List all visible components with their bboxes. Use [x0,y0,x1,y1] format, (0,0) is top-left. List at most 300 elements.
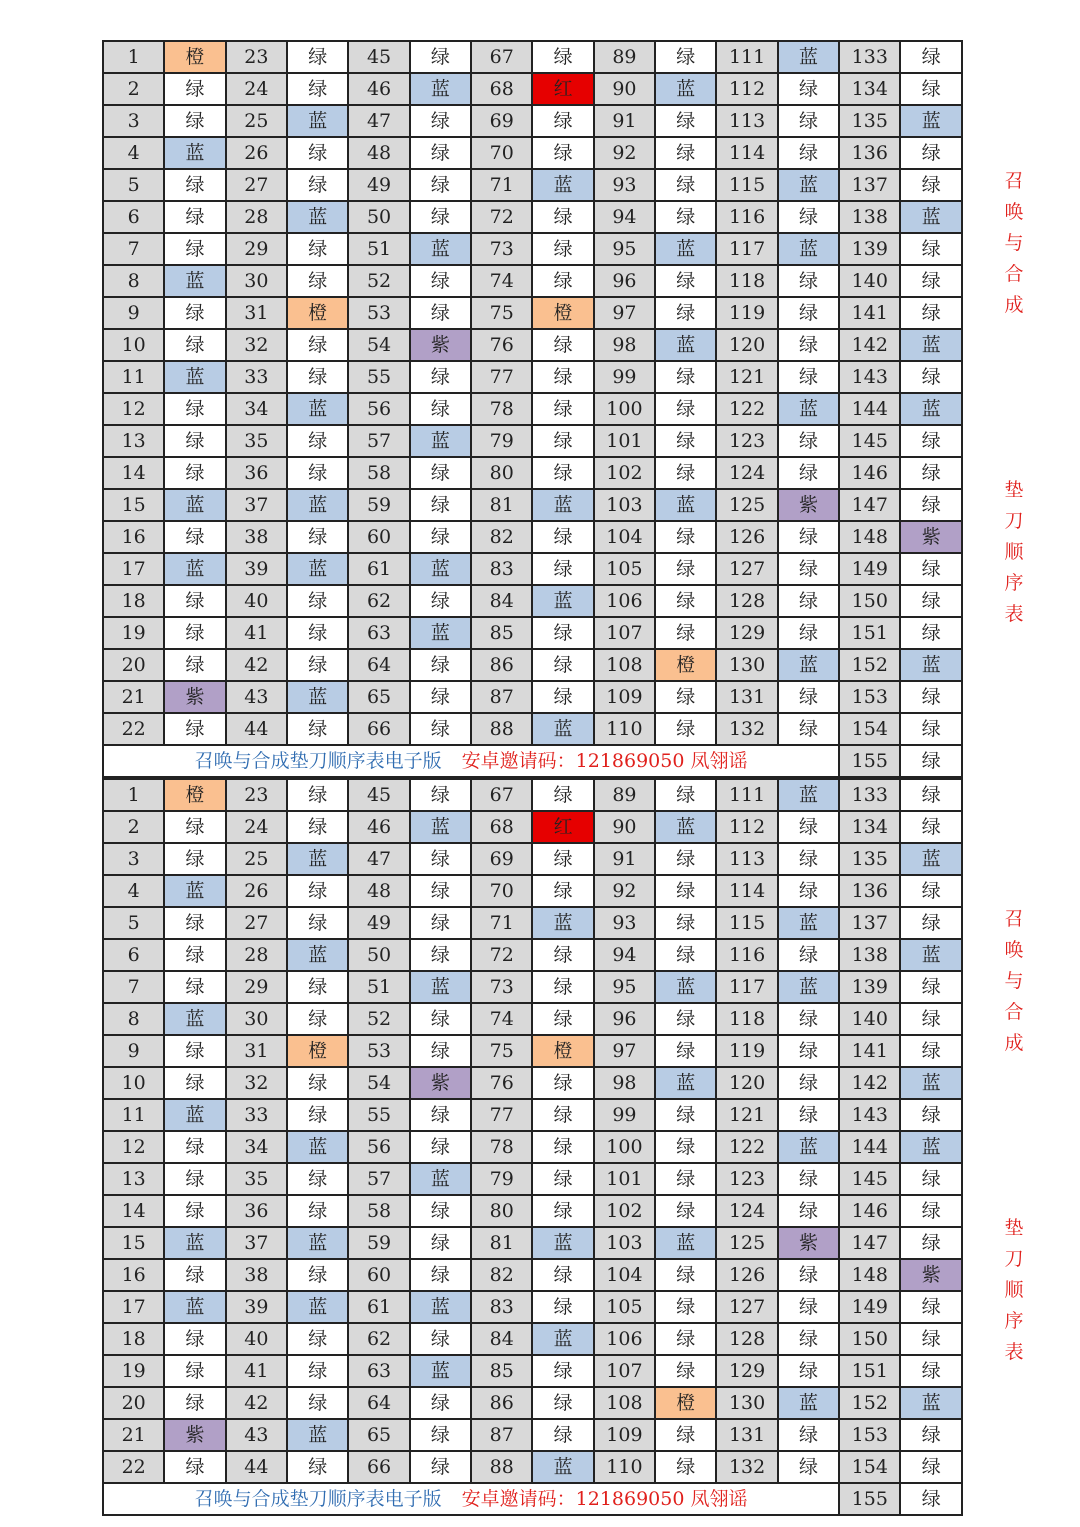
color-cell: 绿 [900,489,962,521]
order-number-cell: 112 [716,73,777,105]
color-cell: 绿 [900,361,962,393]
order-number-cell: 135 [839,105,900,137]
color-cell: 蓝 [164,361,225,393]
color-cell: 绿 [287,1195,348,1227]
order-number-cell: 92 [594,137,655,169]
order-number-cell: 104 [594,521,655,553]
color-cell: 蓝 [655,811,716,843]
table-row [103,875,962,907]
order-number-cell: 2 [103,73,164,105]
order-number-cell: 42 [226,649,287,681]
side-label-char: 垫 [1004,1217,1024,1239]
table-row [103,201,962,233]
order-number-cell: 101 [594,1163,655,1195]
color-cell: 红 [532,811,593,843]
order-number-cell: 78 [471,1131,532,1163]
color-cell: 绿 [532,681,593,713]
color-cell: 蓝 [287,201,348,233]
order-number-cell: 64 [348,649,409,681]
order-number-cell: 130 [716,649,777,681]
table-row [103,297,962,329]
color-cell: 蓝 [900,105,962,137]
order-number-cell: 5 [103,907,164,939]
order-number-cell: 122 [716,1131,777,1163]
order-number-cell: 32 [226,1067,287,1099]
color-cell: 绿 [778,361,839,393]
order-number-cell: 56 [348,393,409,425]
order-number-cell: 89 [594,779,655,811]
order-number-cell: 17 [103,553,164,585]
color-cell: 绿 [655,105,716,137]
order-number-cell: 94 [594,201,655,233]
order-number-cell: 131 [716,681,777,713]
color-cell: 绿 [655,297,716,329]
color-cell: 绿 [900,41,962,73]
order-number-cell: 120 [716,1067,777,1099]
color-cell: 绿 [900,1355,962,1387]
color-cell: 绿 [655,1355,716,1387]
order-number-cell: 65 [348,1419,409,1451]
color-cell: 蓝 [532,1451,593,1483]
order-number-cell: 138 [839,201,900,233]
color-cell: 绿 [900,1035,962,1067]
order-number-cell: 72 [471,201,532,233]
color-cell: 绿 [778,681,839,713]
color-cell: 绿 [778,843,839,875]
color-cell: 绿 [655,1195,716,1227]
table-row [103,585,962,617]
color-cell: 蓝 [164,875,225,907]
order-number-cell: 103 [594,489,655,521]
table-row [103,1067,962,1099]
table-row [103,553,962,585]
color-cell: 绿 [655,1419,716,1451]
order-number-cell: 109 [594,1419,655,1451]
order-number-cell: 117 [716,971,777,1003]
order-number-cell: 106 [594,1323,655,1355]
order-number-cell: 47 [348,843,409,875]
color-cell: 红 [532,73,593,105]
color-cell: 绿 [532,1131,593,1163]
order-number-cell: 33 [226,361,287,393]
color-cell: 绿 [410,843,471,875]
order-number-cell: 155 [839,745,900,777]
order-number-cell: 23 [226,41,287,73]
color-cell: 绿 [900,907,962,939]
color-cell: 绿 [655,425,716,457]
order-number-cell: 128 [716,585,777,617]
order-number-cell: 46 [348,811,409,843]
color-cell: 绿 [410,361,471,393]
color-cell: 绿 [164,907,225,939]
table-row [103,265,962,297]
color-cell: 绿 [778,1195,839,1227]
order-number-cell: 116 [716,201,777,233]
order-number-cell: 44 [226,1451,287,1483]
color-cell: 蓝 [164,1099,225,1131]
side-label-char: 表 [1004,603,1024,625]
color-cell: 绿 [287,1355,348,1387]
order-number-cell: 37 [226,489,287,521]
color-cell: 绿 [287,41,348,73]
color-cell: 绿 [410,779,471,811]
order-number-cell: 70 [471,137,532,169]
table-row [103,73,962,105]
side-label-char: 序 [1004,572,1024,594]
color-cell: 绿 [655,1323,716,1355]
order-number-cell: 70 [471,875,532,907]
color-cell: 绿 [532,1291,593,1323]
color-cell: 绿 [778,1163,839,1195]
color-cell: 绿 [655,553,716,585]
color-cell: 绿 [410,489,471,521]
order-number-cell: 74 [471,1003,532,1035]
order-number-cell: 18 [103,1323,164,1355]
order-number-cell: 14 [103,457,164,489]
order-number-cell: 69 [471,105,532,137]
color-cell: 蓝 [778,907,839,939]
order-number-cell: 121 [716,1099,777,1131]
order-number-cell: 82 [471,1259,532,1291]
color-cell: 绿 [778,939,839,971]
order-number-cell: 142 [839,329,900,361]
order-number-cell: 154 [839,713,900,745]
order-number-cell: 7 [103,971,164,1003]
side-label-char: 顺 [1004,1279,1024,1301]
order-number-cell: 57 [348,1163,409,1195]
order-number-cell: 140 [839,265,900,297]
color-cell: 绿 [287,649,348,681]
color-cell: 蓝 [532,713,593,745]
order-number-cell: 53 [348,1035,409,1067]
color-cell: 绿 [778,875,839,907]
color-cell: 绿 [164,1035,225,1067]
color-cell: 绿 [410,393,471,425]
order-number-cell: 132 [716,713,777,745]
order-number-cell: 55 [348,361,409,393]
order-number-cell: 92 [594,875,655,907]
order-number-cell: 40 [226,1323,287,1355]
color-cell: 蓝 [287,105,348,137]
color-cell: 蓝 [778,971,839,1003]
order-number-cell: 61 [348,553,409,585]
table-row [103,169,962,201]
order-number-cell: 140 [839,1003,900,1035]
order-number-cell: 122 [716,393,777,425]
side-label-char: 唤 [1004,939,1024,961]
table-row [103,1291,962,1323]
color-cell: 绿 [778,811,839,843]
order-number-cell: 84 [471,1323,532,1355]
color-cell: 蓝 [164,553,225,585]
color-cell: 绿 [900,681,962,713]
order-number-cell: 36 [226,457,287,489]
order-number-cell: 71 [471,907,532,939]
table-row [103,393,962,425]
order-number-cell: 69 [471,843,532,875]
order-number-cell: 108 [594,1387,655,1419]
color-cell: 绿 [900,1003,962,1035]
side-label-char: 顺 [1004,541,1024,563]
order-number-cell: 80 [471,457,532,489]
order-number-cell: 106 [594,585,655,617]
order-number-cell: 38 [226,521,287,553]
color-cell: 绿 [900,73,962,105]
table-row [103,1035,962,1067]
color-cell: 绿 [778,297,839,329]
order-number-cell: 11 [103,1099,164,1131]
order-number-cell: 91 [594,105,655,137]
color-cell: 绿 [287,1259,348,1291]
color-cell: 橙 [287,297,348,329]
color-cell: 绿 [778,1323,839,1355]
side-label-char: 召 [1004,908,1024,930]
order-number-cell: 76 [471,329,532,361]
color-cell: 绿 [532,939,593,971]
color-cell: 绿 [287,233,348,265]
color-cell: 绿 [164,649,225,681]
order-number-cell: 39 [226,1291,287,1323]
table-row [103,843,962,875]
order-number-cell: 119 [716,1035,777,1067]
color-cell: 绿 [532,393,593,425]
side-label-char: 刀 [1004,1248,1024,1270]
order-number-cell: 143 [839,361,900,393]
table-row [103,1227,962,1259]
order-number-cell: 96 [594,265,655,297]
color-cell: 蓝 [900,1067,962,1099]
table-row [103,1419,962,1451]
color-cell: 蓝 [655,73,716,105]
order-number-cell: 88 [471,713,532,745]
color-cell: 橙 [164,779,225,811]
color-cell: 绿 [164,971,225,1003]
order-number-cell: 113 [716,105,777,137]
order-number-cell: 95 [594,971,655,1003]
color-cell: 绿 [532,265,593,297]
color-cell: 蓝 [410,811,471,843]
order-number-cell: 27 [226,169,287,201]
color-cell: 绿 [532,553,593,585]
color-cell: 绿 [900,1483,962,1515]
table-row [103,457,962,489]
order-number-cell: 146 [839,457,900,489]
footer-caption [103,745,839,777]
table-row [103,1163,962,1195]
color-cell: 蓝 [655,1227,716,1259]
color-cell: 绿 [164,169,225,201]
color-cell: 蓝 [900,201,962,233]
order-number-cell: 100 [594,393,655,425]
color-cell: 绿 [164,73,225,105]
order-number-cell: 48 [348,137,409,169]
order-number-cell: 149 [839,553,900,585]
order-number-cell: 83 [471,553,532,585]
color-cell: 绿 [778,585,839,617]
color-cell: 绿 [900,1163,962,1195]
order-number-cell: 153 [839,1419,900,1451]
order-number-cell: 50 [348,939,409,971]
order-number-cell: 72 [471,939,532,971]
color-cell: 蓝 [164,265,225,297]
order-number-cell: 24 [226,811,287,843]
color-cell: 蓝 [655,971,716,1003]
order-number-cell: 29 [226,971,287,1003]
color-cell: 绿 [655,843,716,875]
order-number-cell: 74 [471,265,532,297]
order-number-cell: 147 [839,489,900,521]
order-number-cell: 28 [226,201,287,233]
color-cell: 蓝 [164,137,225,169]
color-cell: 蓝 [900,1387,962,1419]
color-cell: 绿 [778,617,839,649]
order-number-cell: 68 [471,73,532,105]
color-cell: 绿 [164,105,225,137]
color-cell: 绿 [287,329,348,361]
color-cell: 绿 [410,1451,471,1483]
order-number-cell: 95 [594,233,655,265]
order-number-cell: 103 [594,1227,655,1259]
color-cell: 绿 [164,1195,225,1227]
order-number-cell: 128 [716,1323,777,1355]
color-cell: 绿 [410,201,471,233]
color-cell: 绿 [655,1035,716,1067]
color-cell: 蓝 [287,489,348,521]
order-number-cell: 133 [839,779,900,811]
order-number-cell: 64 [348,1387,409,1419]
table-row [103,105,962,137]
table-row [103,1387,962,1419]
color-cell: 绿 [532,617,593,649]
table-row [103,233,962,265]
order-number-cell: 68 [471,811,532,843]
color-cell: 绿 [164,329,225,361]
color-cell: 紫 [900,521,962,553]
order-number-cell: 9 [103,1035,164,1067]
color-cell: 蓝 [410,1355,471,1387]
color-cell: 绿 [287,1387,348,1419]
side-label-char: 与 [1004,970,1024,992]
order-number-cell: 125 [716,489,777,521]
order-number-cell: 2 [103,811,164,843]
color-cell: 蓝 [778,169,839,201]
order-number-cell: 52 [348,265,409,297]
color-cell: 绿 [410,713,471,745]
color-cell: 蓝 [900,329,962,361]
table-row [103,425,962,457]
table-row [103,779,962,811]
color-cell: 绿 [410,875,471,907]
color-cell: 绿 [778,1067,839,1099]
order-number-cell: 153 [839,681,900,713]
order-number-cell: 8 [103,1003,164,1035]
color-cell: 绿 [532,233,593,265]
order-number-cell: 6 [103,939,164,971]
order-number-cell: 132 [716,1451,777,1483]
order-number-cell: 6 [103,201,164,233]
color-cell: 绿 [532,843,593,875]
color-cell: 绿 [532,1355,593,1387]
color-cell: 绿 [655,779,716,811]
footer-caption [103,1483,839,1515]
table-row [103,521,962,553]
order-number-cell: 145 [839,425,900,457]
color-cell: 橙 [164,41,225,73]
order-number-cell: 90 [594,73,655,105]
order-number-cell: 10 [103,329,164,361]
order-number-cell: 123 [716,1163,777,1195]
color-cell: 绿 [410,137,471,169]
table-row [103,1451,962,1483]
order-number-cell: 14 [103,1195,164,1227]
color-cell: 蓝 [900,649,962,681]
color-cell: 蓝 [778,779,839,811]
order-number-cell: 12 [103,393,164,425]
order-number-cell: 42 [226,1387,287,1419]
order-number-cell: 31 [226,297,287,329]
order-number-cell: 62 [348,1323,409,1355]
color-cell: 绿 [164,939,225,971]
order-number-cell: 148 [839,1259,900,1291]
order-number-cell: 85 [471,617,532,649]
color-cell: 蓝 [532,489,593,521]
color-cell: 绿 [655,265,716,297]
order-number-cell: 10 [103,1067,164,1099]
order-number-cell: 150 [839,585,900,617]
color-cell: 蓝 [410,1291,471,1323]
order-number-cell: 96 [594,1003,655,1035]
color-cell: 绿 [532,137,593,169]
order-number-cell: 104 [594,1259,655,1291]
order-number-cell: 34 [226,393,287,425]
order-number-cell: 41 [226,617,287,649]
table-row [103,1131,962,1163]
order-number-cell: 62 [348,585,409,617]
order-number-cell: 22 [103,1451,164,1483]
color-cell: 绿 [900,553,962,585]
order-number-cell: 56 [348,1131,409,1163]
color-cell: 蓝 [410,233,471,265]
color-cell: 绿 [900,585,962,617]
order-number-cell: 66 [348,1451,409,1483]
order-number-cell: 36 [226,1195,287,1227]
table-row [103,681,962,713]
order-number-cell: 101 [594,425,655,457]
color-cell: 绿 [778,457,839,489]
color-cell: 绿 [532,1163,593,1195]
order-number-cell: 16 [103,1259,164,1291]
color-cell: 绿 [900,457,962,489]
color-cell: 绿 [655,1451,716,1483]
color-cell: 绿 [900,425,962,457]
color-cell: 绿 [655,393,716,425]
order-number-cell: 126 [716,1259,777,1291]
color-cell: 绿 [410,681,471,713]
order-number-cell: 15 [103,489,164,521]
order-number-cell: 8 [103,265,164,297]
order-number-cell: 38 [226,1259,287,1291]
color-cell: 绿 [164,1259,225,1291]
order-number-cell: 108 [594,649,655,681]
order-number-cell: 130 [716,1387,777,1419]
color-cell: 绿 [287,265,348,297]
order-number-cell: 146 [839,1195,900,1227]
order-number-cell: 86 [471,649,532,681]
color-cell: 绿 [410,265,471,297]
color-cell: 蓝 [778,393,839,425]
order-number-cell: 125 [716,1227,777,1259]
color-cell: 蓝 [287,1227,348,1259]
